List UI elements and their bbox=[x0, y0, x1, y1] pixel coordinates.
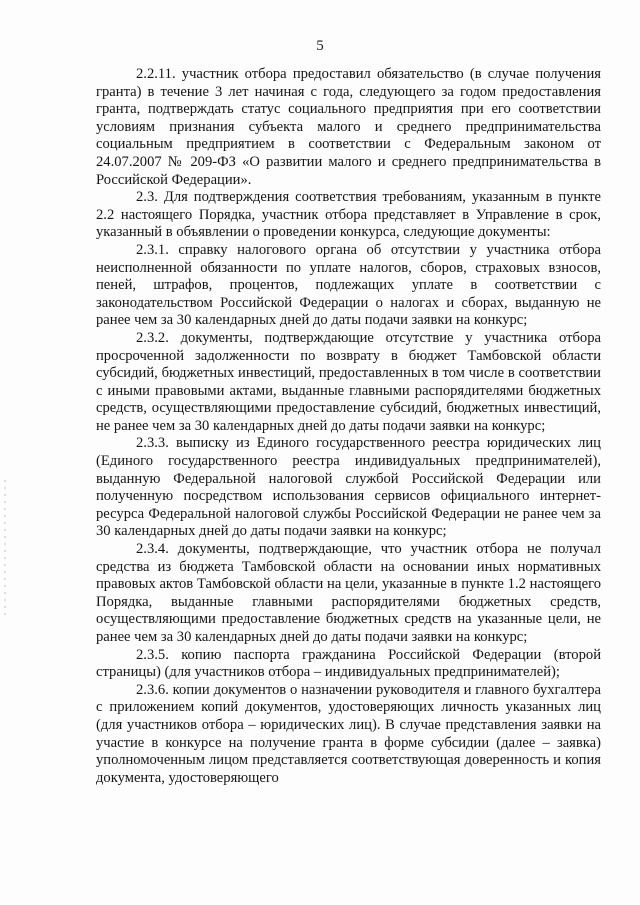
paragraph-2-3-3: 2.3.3. выписку из Единого государственного реестра юридических лиц (Единого государственного реестра индивидуальных предпринимателей), выданную Федеральной налоговой службой Российской Федерации или полученную посредством использования сервисов официального интернет-ресурса Федеральной налоговой службы Российской Федерации не ранее чем за 30 календарных дней до даты подачи заявки на конкурс; bbox=[96, 435, 601, 540]
paragraph-2-3-4: 2.3.4. документы, подтверждающие, что участник отбора не получал средства из бюджета Тамбовской области на основании иных нормативных правовых актов Тамбовской области на цели, указанные в пункте 1.2 настоящего Порядка, выданные главными распорядителями бюджетных средств, осуществляющими предоставление бюджетных средств на указанные цели, не ранее чем за 30 календарных дней до даты подачи заявки на конкурс; bbox=[96, 541, 601, 645]
paragraph-2-3-5: 2.3.5. копию паспорта гражданина Российской Федерации (второй страницы) (для участников отбора – индивидуальных предпринимателей); bbox=[96, 646, 601, 681]
paragraph-2-3-2: 2.3.2. документы, подтверждающие отсутствие у участника отбора просроченной задолженности по возврату в бюджет Тамбовской области субсидий, бюджетных инвестиций, предоставленных в том числе в соответствии с иными правовыми актами, выданные главными распорядителями бюджетных средств, осуществляющими предоставление субсидий, бюджетных инвестиций, не ранее чем за 30 календарных дней до даты подачи заявки на конкурс; bbox=[96, 329, 601, 434]
document-body bbox=[96, 66, 601, 787]
paragraph-2-3-1: 2.3.1. справку налогового органа об отсутствии у участника отбора неисполненной обязанности по уплате налогов, сборов, страховых взносов, пеней, штрафов, процентов, подлежащих уплате в соответствии с законодательством Российской Федерации о налогах и сборах, выданную не ранее чем за 30 календарных дней до даты подачи заявки на конкурс; bbox=[96, 241, 601, 329]
paragraph-2-2-11: 2.2.11. участник отбора предоставил обязательство (в случае получения гранта) в течение 3 лет начиная с года, следующего за годом предоставления гранта, подтверждать статус социального предприятия при его соответствии условиям признания субъекта малого и среднего предпринимательства социальным предприятием в соответствии с Федеральным законом от 24.07.2007 № 209-ФЗ «О развитии малого и среднего предпринимательства в Российской Федерации». bbox=[96, 66, 601, 188]
paragraph-2-3: 2.3. Для подтверждения соответствия требованиям, указанным в пункте 2.2 настоящего Порядка, участник отбора представляет в Управление в срок, указанный в объявлении о проведении конкурса, следующие документы: bbox=[96, 189, 601, 241]
page-number: 5 bbox=[316, 38, 324, 54]
scan-binding-marks bbox=[4, 480, 6, 620]
paragraph-2-3-6: 2.3.6. копии документов о назначении руководителя и главного бухгалтера с приложением копий документов, удостоверяющих личность указанных лиц (для участников отбора – юридических лиц). В случае представления заявки на участие в конкурсе на получение гранта в форме субсидии (далее – заявка) уполномоченным лицом представляется соответствующая доверенность и копия документа, удостоверяющего bbox=[96, 681, 601, 786]
